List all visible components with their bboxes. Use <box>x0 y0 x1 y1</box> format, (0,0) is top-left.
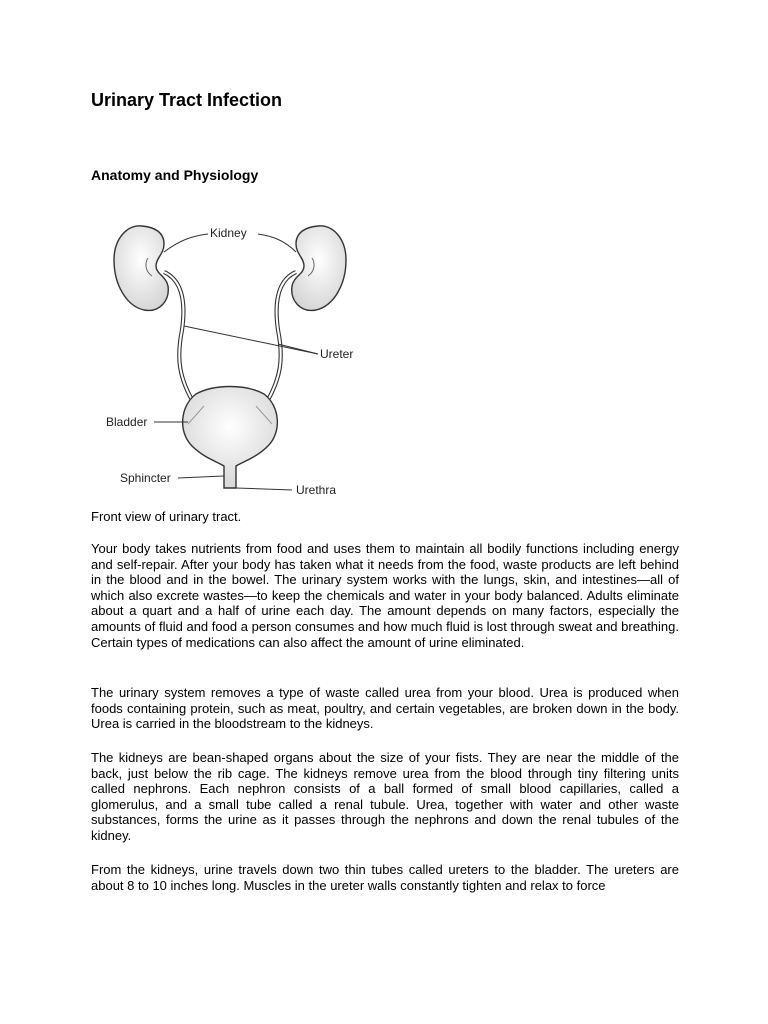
label-kidney: Kidney <box>210 226 247 240</box>
paragraph: The urinary system removes a type of waste called urea from your blood. Urea is produced when foods containing protein, such as meat, poultry, and certain vegetables, are broken down in the body. Urea is carried in the bloodstream to the kidneys. <box>91 685 679 732</box>
paragraph: From the kidneys, urine travels down two thin tubes called ureters to the bladder. The ureters are about 8 to 10 inches long. Muscles in the ureter walls constantly tighten and relax to force <box>91 862 679 893</box>
paragraph: The kidneys are bean-shaped organs about the size of your fists. They are near the middle of the back, just below the rib cage. The kidneys remove urea from the blood through tiny filtering units called nephrons. Each nephron consists of a ball formed of small blood capillaries, called a glomerulus, and a small tube called a renal tubule. Urea, together with water and other waste substances, forms the urine as it passes through the nephrons and down the renal tubules of the kidney. <box>91 750 679 843</box>
label-urethra: Urethra <box>296 483 337 497</box>
label-ureter: Ureter <box>320 347 354 361</box>
figure-caption: Front view of urinary tract. <box>91 509 242 524</box>
right-kidney <box>292 226 346 311</box>
bladder <box>183 387 278 489</box>
label-bladder: Bladder <box>106 415 148 429</box>
page-title: Urinary Tract Infection <box>91 90 283 110</box>
urinary-tract-diagram <box>100 210 360 500</box>
paragraph: Your body takes nutrients from food and uses them to maintain all bodily functions including energy and self-repair. After your body has taken what it needs from the food, waste products are left behind in the blood and in the bowel. The urinary system works with the lungs, skin, and intestines—all of which also excrete wastes—to keep the chemicals and water in your body balanced. Adults eliminate about a quart and a half of urine each day. The amount depends on many factors, especially the amounts of fluid and food a person consumes and how much fluid is lost through sweat and breathing. Certain types of medications can also affect the amount of urine eliminated. <box>91 541 679 650</box>
left-kidney <box>114 226 168 311</box>
label-sphincter: Sphincter <box>120 471 171 485</box>
section-heading: Anatomy and Physiology <box>91 167 259 183</box>
